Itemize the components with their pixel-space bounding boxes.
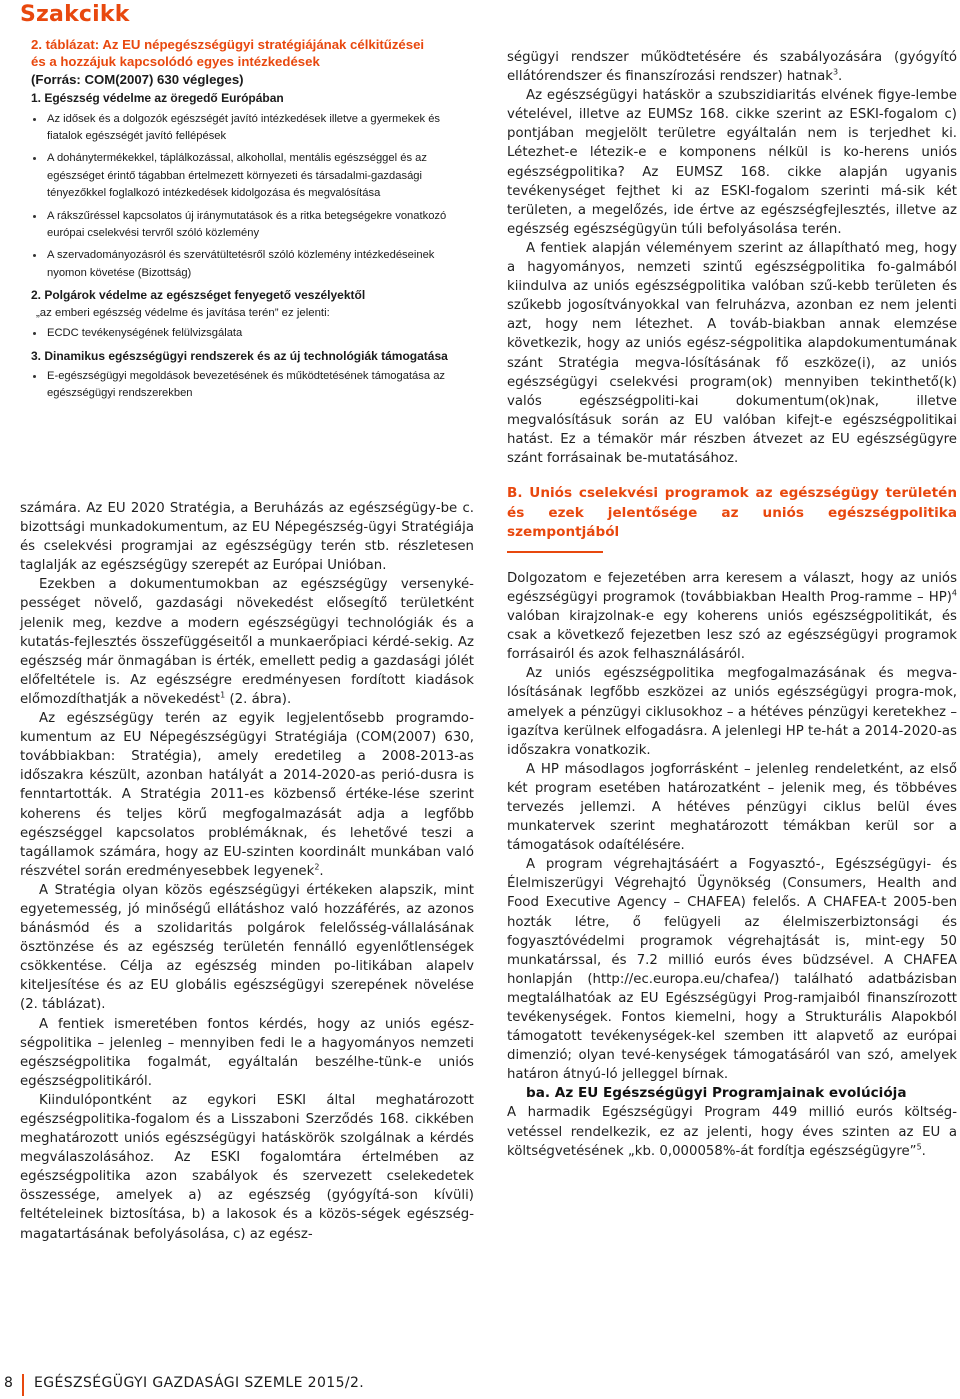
paragraph: Az egészségügy terén az egyik legjelentősebb programdo-kumentum az EU Népegészségügyi Stratégiája (COM(2007) 630, továbbiakban: Stratégia), amely eredetileg a 2008-2013-as időszakra készült, azonban hatályát a 2014-2020-as perió-dusra is fenntartották. A Stratégia 2011-es közbenső értéke-lése szerint koherens és teljes körű megfogalmazását adja a legfőbb egészséggel kapcsolatos problémáknak, és lehetővé teszi a tagállamok számára, hogy az EU-szinten koordinált munkában való részvétel során eredményesebbek legyenek$^2$. — [20, 711, 474, 879]
heading-rule — [507, 551, 603, 553]
section-heading-b: B. Uniós cselekvési programok az egészségügy területén és ezek jelentősége az uniós egészségpolitika szempontjából — [507, 485, 957, 541]
footnote-ref: 5 — [916, 1142, 922, 1152]
paragraph: A fentiek alapján véleményem szerint az állapítható meg, hogy a hagyományos, nemzeti szintű egészségpolitika fo-galmából kiindulva az uniós egészségpolitika valóban szű-kebb területen és szűkebb jogosítványokkal van felruházva, azonban ez nem jelenti azt, hogy nem létezhet. A továb-biakban annak elemzése következik, hogy az uniós egész-ségpolitika alapdokumentumának szánt Stratégia megva-lósításának fő eszköze(i), az uniós egészségügyi cselekvési program(ok) mennyiben tekinthető(k) valós egészségpoliti-kai dokumentum(ok)nak, illetve megvalósításuk során az EU valóban kifejt-e egészségpolitikai hatást. Ez a témakör már részben átvezet az EU egészségügyre szánt forrásainak be-mutatásához. — [507, 240, 957, 466]
footer-divider — [22, 1374, 24, 1396]
list-item: A rákszűréssel kapcsolatos új iránymutatások és a ritka betegségekre vonatkozó európai cselekvési tervről szóló közlemény — [20, 208, 474, 243]
table-section-3-list — [20, 368, 474, 403]
list-item: ECDC tevékenységének felülvizsgálata — [20, 325, 474, 342]
page-number: 8 — [4, 1375, 13, 1391]
footnote-ref: 1 — [220, 690, 226, 700]
table-2 — [20, 36, 474, 408]
table-section-1-list — [20, 111, 474, 283]
footnote-ref: 3 — [832, 67, 839, 77]
right-column — [507, 48, 957, 1161]
paragraph: A fentiek ismeretében fontos kérdés, hogy az uniós egész-ségpolitika – jelenleg – mennyiben fedi le a hagyományos nemzeti egészségpolitika fogalmát, egyáltalán beszélhe-tünk-e uniós egészségpolitikáról. — [20, 1016, 474, 1089]
journal-name: EGÉSZSÉGÜGYI GAZDASÁGI SZEMLE 2015/2. — [34, 1375, 365, 1391]
table-source: (Forrás: COM(2007) 630 végleges) — [31, 71, 244, 87]
table-section-2: 2. Polgárok védelme az egészséget fenyegető veszélyektől — [31, 288, 366, 303]
paragraph: ségügyi rendszer működtetésére és szabályozására (gyógyító ellátórendszer és finanszírozási rendszer) hatnak$^3$. — [507, 50, 957, 85]
section-label: Szakcikk — [20, 2, 130, 27]
table-title-line2: és a hozzájuk kapcsolódó egyes intézkedések — [31, 54, 320, 70]
left-column — [20, 499, 474, 1244]
paragraph: A HP másodlagos jogforrásként – jelenleg rendeletként, az első két program esetében határozatként – jelenik meg, és többéves tervezés jellemzi. A hétéves pénzügyi ciklus belül éves munkatervek szerint meghatározott témákban kerül sor a támogatások odaítélésére. — [507, 761, 957, 854]
list-item: E-egészségügyi megoldások bevezetésének és működtetésének támogatása az egészségügyi rendszerekben — [20, 368, 474, 403]
footnote-ref: 4 — [951, 588, 957, 598]
paragraph: számára. Az EU 2020 Stratégia, a Beruházás az egészségügy-be c. bizottsági munkadokumentum, az EU Népegészség-ügyi Stratégiája és cselekvési programjai az egészségügy terén stb. részletesen taglalják az egészségügy szerepét az Európai Unióban. — [20, 501, 474, 574]
list-item: Az idősek és a dolgozók egészségét javító intézkedések illetve a gyermekek és fiatalok egészségét javító fellépések — [20, 111, 474, 146]
paragraph: Ezekben a dokumentumokban az egészségügy versenyké-pességet növelő, gazdasági növekedést elősegítő területként jelenik meg, kezdve a modern egészségügyi technológiák és a kutatás-fejlesztés összefüggéseitől a munkaerőpiaci kérdé-sekig. Az egészség már önmagában is érték, emellett pedig a gazdasági jólét előfeltétele is. Az egészségre eredményesen fordított kiadások előmozdíthatják a növekedést$^1$ (2. ábra). — [20, 577, 474, 707]
footnote-ref: 2 — [314, 862, 320, 872]
table-section-3: 3. Dinamikus egészségügyi rendszerek és az új technológiák támogatása — [31, 348, 448, 363]
paragraph: Az uniós egészségpolitika megfogalmazásának és megva-lósításának legfőbb eszközei az uniós egészségügyi progra-mok, amelyek a pénzügyi ciklusokhoz – a hétéves pénzügyi keretekhez – igazítva kerülnek elfogadásra. A jelenlegi HP te-hát a 2014-2020-as időszakra vonatkozik. — [507, 666, 957, 758]
table-title-line1: 2. táblázat: Az EU népegészségügyi stratégiájának célkitűzései — [31, 37, 425, 52]
paragraph: Kiindulópontként az egykori ESKI által meghatározott egészségpolitika-fogalom és a Lisszaboni Szerződés 168. cikkében meghatározott uniós egészségügyi hatáskörök szolgálnak a kérdés megválaszolásához. Az ESKI fogalomtára értelmében az egészségpolitika azon szabályok és szervezett cselekedetek összessége, amelyek a) az egészség (gyógyítá-son kívüli) feltételeinek biztosítása, b) a lakosok és a közös-ségek egészség-magatartásának befolyásolása, c) az egész- — [20, 1092, 474, 1242]
table-section-2-list — [20, 325, 474, 342]
paragraph: A program végrehajtásáért a Fogyasztó-, Egészségügyi- és Élelmiszerügyi Végrehajtó Ügynökség (Consumers, Health and Food Executive Agency – CHAFEA) felelős. A CHAFEA-t 2005-ben hozták létre, ő felügyeli az élelmiszerbiztonsági és fogyasztóvédelmi programok végrehajtását is, mint-egy 50 munkatárssal, és 7.2 millió eurós éves büdzsével. A CHAFEA honlapján (http://ec.europa.eu/chafea/) található adatbázisban megtalálhatóak az EU Egészségügyi Prog-ramjaiból finanszírozott tevékenységek. Fontos kiemelni, hogy a Strukturális Alapokból támogatott tevékenységek-kel szemben itt alapvető az európai dimenzió; olyan tevé-kenységek támogatásáról van szó, amelyek határon átnyú-ló jelleggel bírnak. — [507, 857, 957, 1083]
paragraph: Az egészségügyi hatáskör a szubszidiaritás elvének figye-lembe vételével, illetve az EUMSz 168. cikke szerint az ESKI-fogalom c) pontjában megjelölt területre egyáltalán nem is terjedhet ki. Létezhet-e létezik-e e komponens nélkül is ko-herens uniós egészségpolitika? Az EUMSZ 168. cikke alapján ugyanis tevékenységet fejthet ki az ESKI-fogalom szerinti má-sik két területen, a megelőzés, ide értve az egészségfejlesztés, illetve az egészség egészségügyün túli befolyásolása terén. — [507, 88, 957, 237]
section-heading-ba: ba. Az EU Egészségügyi Programjainak evolúciója — [526, 1085, 907, 1102]
paragraph: Dolgozatom e fejezetében arra keresem a választ, hogy az uniós egészségügyi programok (továbbiakban Health Prog-ramme – HP)$^4$ valóban kirajzolnak-e egy koherens uniós egészségpolitikát, és csak a következő fejezetben lesz szó az egészségügyi programok forrásairól és azok felhasználásáról. — [507, 570, 957, 663]
table-section-2-subtitle: „az emberi egészség védelme és javítása terén” ez jelenti: — [36, 306, 330, 319]
paragraph: A harmadik Egészségügyi Program 449 millió eurós költség-vetéssel rendelkezik, ez az jelenti, hogy éves szinten az EU a költségvetésének „kb. 0,000058%-át fordítja egészségügyre”$^5$. — [507, 1105, 957, 1159]
list-item: A szervadományozásról és szervátültetésről szóló közlemény intézkedéseinek nyomon követése (Bizottság) — [20, 247, 474, 282]
page-footer — [0, 1371, 480, 1399]
table-section-1: 1. Egészség védelme az öregedő Európában — [31, 91, 284, 106]
list-item: A dohánytermékekkel, táplálkozással, alkohollal, mentális egészséggel és az egészséget érintő tágabban értelmezett környezeti és társadalmi-gazdasági tényezőkkel foglalkozó intézkedések kidolgozása és megvalósítása — [20, 150, 474, 202]
paragraph: A Stratégia olyan közös egészségügyi értékeken alapszik, mint egyetemesség, jó minőségű ellátáshoz való hozzáférés, az azonos bánásmód és a szolidaritás polgárok felelősség-vállalásának ösztönzése és az egészség területén fennálló egyenlőtlenségek csökkentése. Célja az egészség minden po-litikában alapelv kiteljesítése és az EU globális egészségügyi szerepének növelése (2. táblázat). — [20, 882, 474, 1013]
